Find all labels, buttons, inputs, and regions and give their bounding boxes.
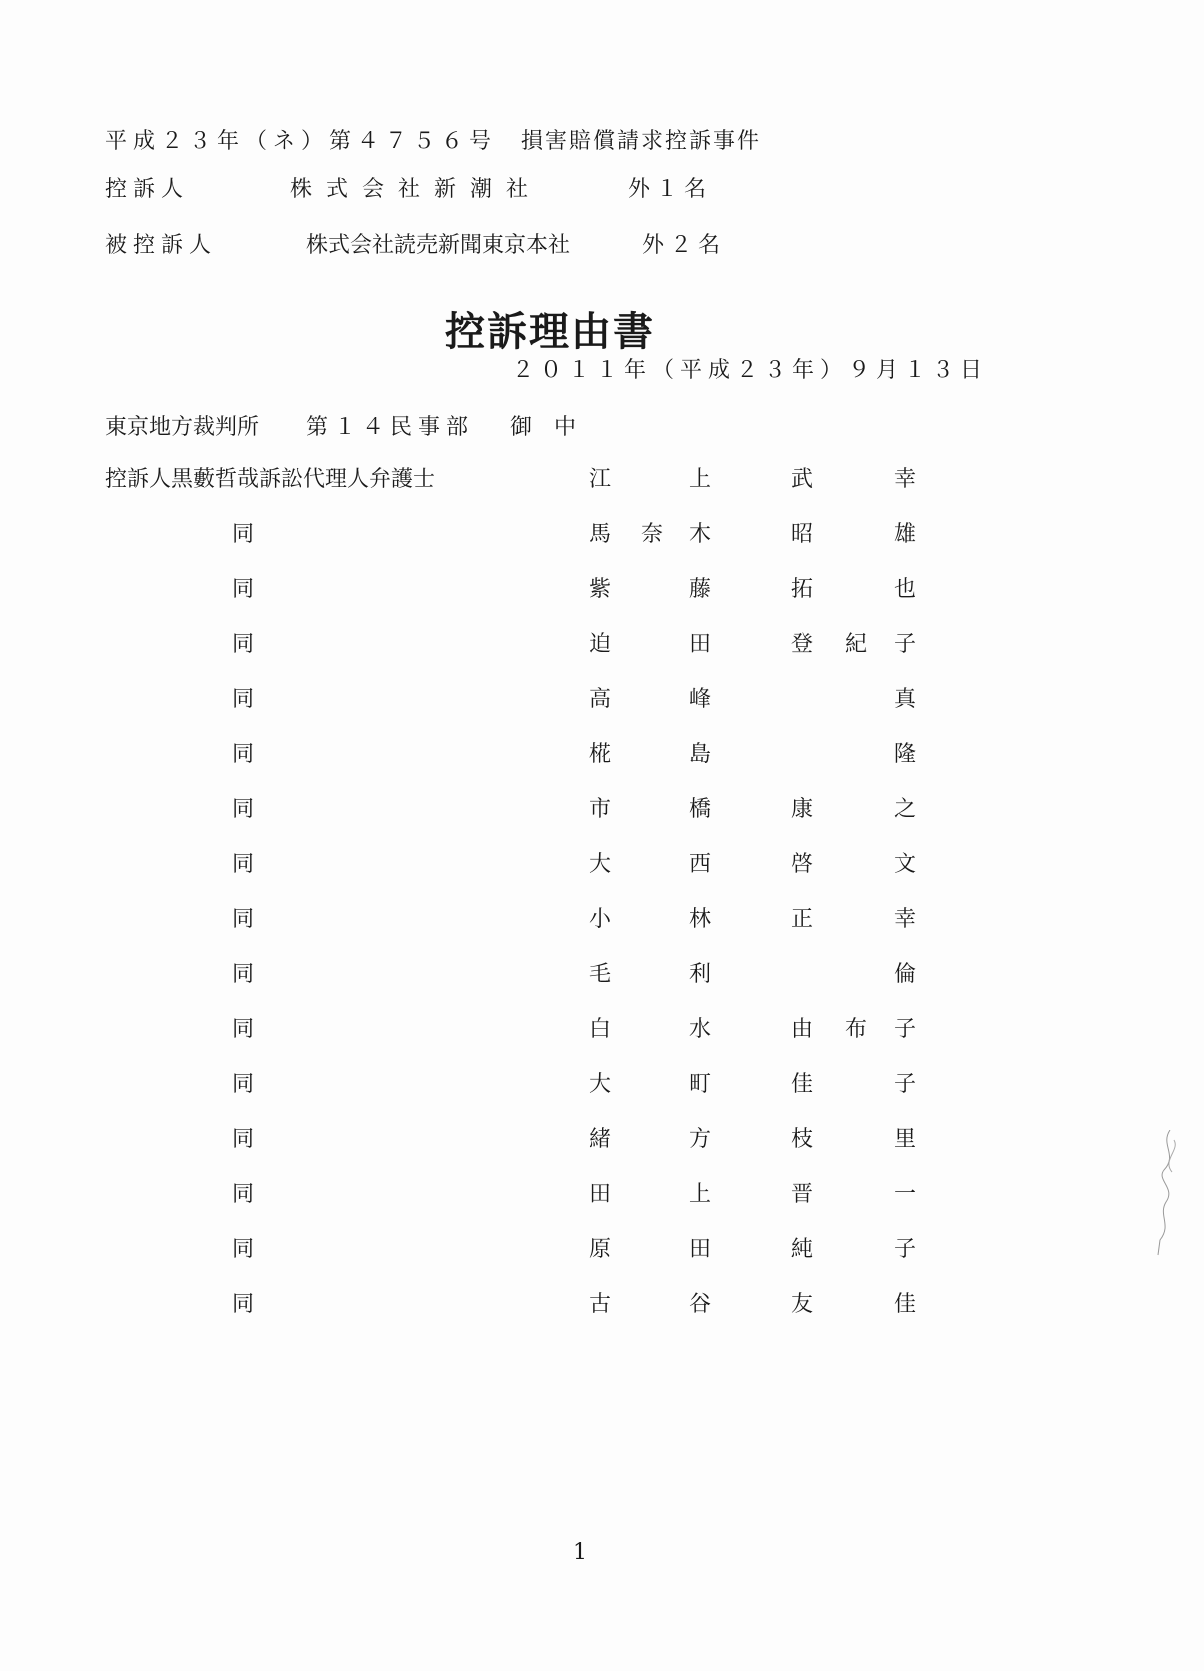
lawyer-name-char: 馬 xyxy=(588,522,611,547)
court-division: 第１４民事部 xyxy=(306,415,475,440)
lawyer-name-char: 拓 xyxy=(790,577,813,602)
lawyer-name-char: 古 xyxy=(588,1292,611,1317)
lawyer-name-char: 幸 xyxy=(893,467,916,492)
lawyer-row xyxy=(0,796,1204,826)
lawyer-name-char: 雄 xyxy=(893,522,916,547)
lawyer-name-char: 康 xyxy=(790,797,813,822)
lawyer-name-char: 市 xyxy=(588,797,611,822)
margin-scribble xyxy=(1150,1130,1190,1260)
lawyer-name-char: 佳 xyxy=(790,1072,813,1097)
lawyer-name-char: 倫 xyxy=(893,962,916,987)
lawyer-row xyxy=(0,1071,1204,1101)
lawyer-name-char: 幸 xyxy=(893,907,916,932)
lawyer-name-char: 白 xyxy=(588,1017,611,1042)
lawyer-name-char: 隆 xyxy=(893,742,916,767)
lawyer-name-char: 毛 xyxy=(588,962,611,987)
lawyer-name-char: 純 xyxy=(790,1237,813,1262)
lawyer-name-char: 啓 xyxy=(790,852,813,877)
appellee-others: 外２名 xyxy=(642,233,727,258)
lawyer-name-char: 真 xyxy=(893,687,916,712)
lawyer-same-label: 同 xyxy=(232,1072,255,1097)
lawyer-row xyxy=(0,631,1204,661)
lawyer-same-label: 同 xyxy=(232,907,255,932)
lawyer-name-char: 上 xyxy=(688,1182,711,1207)
lawyer-name-char: 島 xyxy=(688,742,711,767)
lawyer-row xyxy=(0,521,1204,551)
lawyer-row xyxy=(0,1236,1204,1266)
lawyer-row xyxy=(0,1126,1204,1156)
lawyer-name-char: 紀 xyxy=(844,632,867,657)
lawyer-same-label: 同 xyxy=(232,577,255,602)
lawyer-row xyxy=(0,961,1204,991)
lawyer-name-char: 武 xyxy=(790,467,813,492)
lawyer-name-char: 登 xyxy=(790,632,813,657)
page-number: 1 xyxy=(573,1540,587,1565)
lawyer-name-char: 之 xyxy=(893,797,916,822)
document-date: ２０１１年（平成２３年）９月１３日 xyxy=(512,358,989,383)
lawyer-same-label: 同 xyxy=(232,632,255,657)
lawyer-name-char: 椛 xyxy=(588,742,611,767)
lawyer-name-char: 奈 xyxy=(640,522,663,547)
lawyer-name-char: 佳 xyxy=(893,1292,916,1317)
lawyer-same-label: 同 xyxy=(232,742,255,767)
lawyer-name-char: 由 xyxy=(790,1017,813,1042)
lawyer-name-char: 田 xyxy=(688,1237,711,1262)
lawyer-name-char: 也 xyxy=(893,577,916,602)
appellant-line xyxy=(105,176,189,204)
appellee-label: 被控訴人 xyxy=(105,233,218,258)
lawyer-name-char: 友 xyxy=(790,1292,813,1317)
appellee-name: 株式会社読売新聞東京本社 xyxy=(306,233,571,258)
lawyer-name-char: 小 xyxy=(588,907,611,932)
lawyer-name-char: 高 xyxy=(588,687,611,712)
lawyer-row xyxy=(0,1016,1204,1046)
lawyer-name-char: 昭 xyxy=(790,522,813,547)
lawyer-same-label: 同 xyxy=(232,1182,255,1207)
case-name: 損害賠償請求控訴事件 xyxy=(521,129,762,154)
lawyer-name-char: 子 xyxy=(893,1072,916,1097)
lawyer-same-label: 同 xyxy=(232,962,255,987)
lawyer-name-char: 緒 xyxy=(588,1127,611,1152)
lawyer-row xyxy=(0,1181,1204,1211)
lawyer-same-label: 同 xyxy=(232,522,255,547)
lawyer-name-char: 大 xyxy=(588,1072,611,1097)
case-number: 平成２３年（ネ）第４７５６号 xyxy=(105,129,498,154)
lawyer-name-char: 布 xyxy=(844,1017,867,1042)
lawyer-name-char: 橋 xyxy=(688,797,711,822)
lawyer-name-char: 晋 xyxy=(790,1182,813,1207)
lawyer-row xyxy=(0,686,1204,716)
lawyer-name-char: 枝 xyxy=(790,1127,813,1152)
appellant-name: 株式会社新潮社 xyxy=(290,177,543,202)
court-honorific: 御 中 xyxy=(510,415,577,440)
lawyer-same-label: 同 xyxy=(232,1127,255,1152)
lawyer-name-char: 利 xyxy=(688,962,711,987)
lawyer-name-char: 迫 xyxy=(588,632,611,657)
lawyer-row xyxy=(0,906,1204,936)
lawyer-name-char: 方 xyxy=(688,1127,711,1152)
lawyer-same-label: 同 xyxy=(232,852,255,877)
appellant-others: 外１名 xyxy=(628,177,713,202)
lawyer-same-label: 同 xyxy=(232,1237,255,1262)
lawyer-name-char: 町 xyxy=(688,1072,711,1097)
lawyer-name-char: 文 xyxy=(893,852,916,877)
lawyer-name-char: 峰 xyxy=(688,687,711,712)
lawyer-row xyxy=(0,576,1204,606)
document-title: 控訴理由書 xyxy=(445,309,655,355)
lawyer-role-label: 控訴人黒藪哲哉訴訟代理人弁護士 xyxy=(105,467,436,492)
lawyer-name-char: 子 xyxy=(893,1237,916,1262)
case-line xyxy=(105,128,761,156)
lawyer-name-char: 木 xyxy=(688,522,711,547)
lawyer-name-char: 田 xyxy=(688,632,711,657)
lawyer-row xyxy=(0,466,1204,496)
lawyer-same-label: 同 xyxy=(232,797,255,822)
lawyer-same-label: 同 xyxy=(232,1292,255,1317)
appellant-label: 控訴人 xyxy=(105,177,190,202)
lawyer-row xyxy=(0,1291,1204,1321)
court-name: 東京地方裁判所 xyxy=(105,415,260,440)
lawyer-name-char: 紫 xyxy=(588,577,611,602)
lawyer-same-label: 同 xyxy=(232,687,255,712)
lawyer-name-char: 一 xyxy=(893,1182,916,1207)
lawyer-name-char: 正 xyxy=(790,907,813,932)
lawyer-name-char: 江 xyxy=(588,467,611,492)
lawyer-name-char: 谷 xyxy=(688,1292,711,1317)
lawyer-row xyxy=(0,851,1204,881)
lawyer-name-char: 原 xyxy=(588,1237,611,1262)
lawyer-same-label: 同 xyxy=(232,1017,255,1042)
lawyer-name-char: 子 xyxy=(893,1017,916,1042)
lawyer-name-char: 大 xyxy=(588,852,611,877)
lawyer-name-char: 里 xyxy=(893,1127,916,1152)
lawyer-name-char: 水 xyxy=(688,1017,711,1042)
lawyer-name-char: 田 xyxy=(588,1182,611,1207)
lawyer-row xyxy=(0,741,1204,771)
lawyer-name-char: 藤 xyxy=(688,577,711,602)
lawyer-name-char: 上 xyxy=(688,467,711,492)
lawyer-name-char: 林 xyxy=(688,907,711,932)
lawyer-name-char: 子 xyxy=(893,632,916,657)
lawyer-name-char: 西 xyxy=(688,852,711,877)
